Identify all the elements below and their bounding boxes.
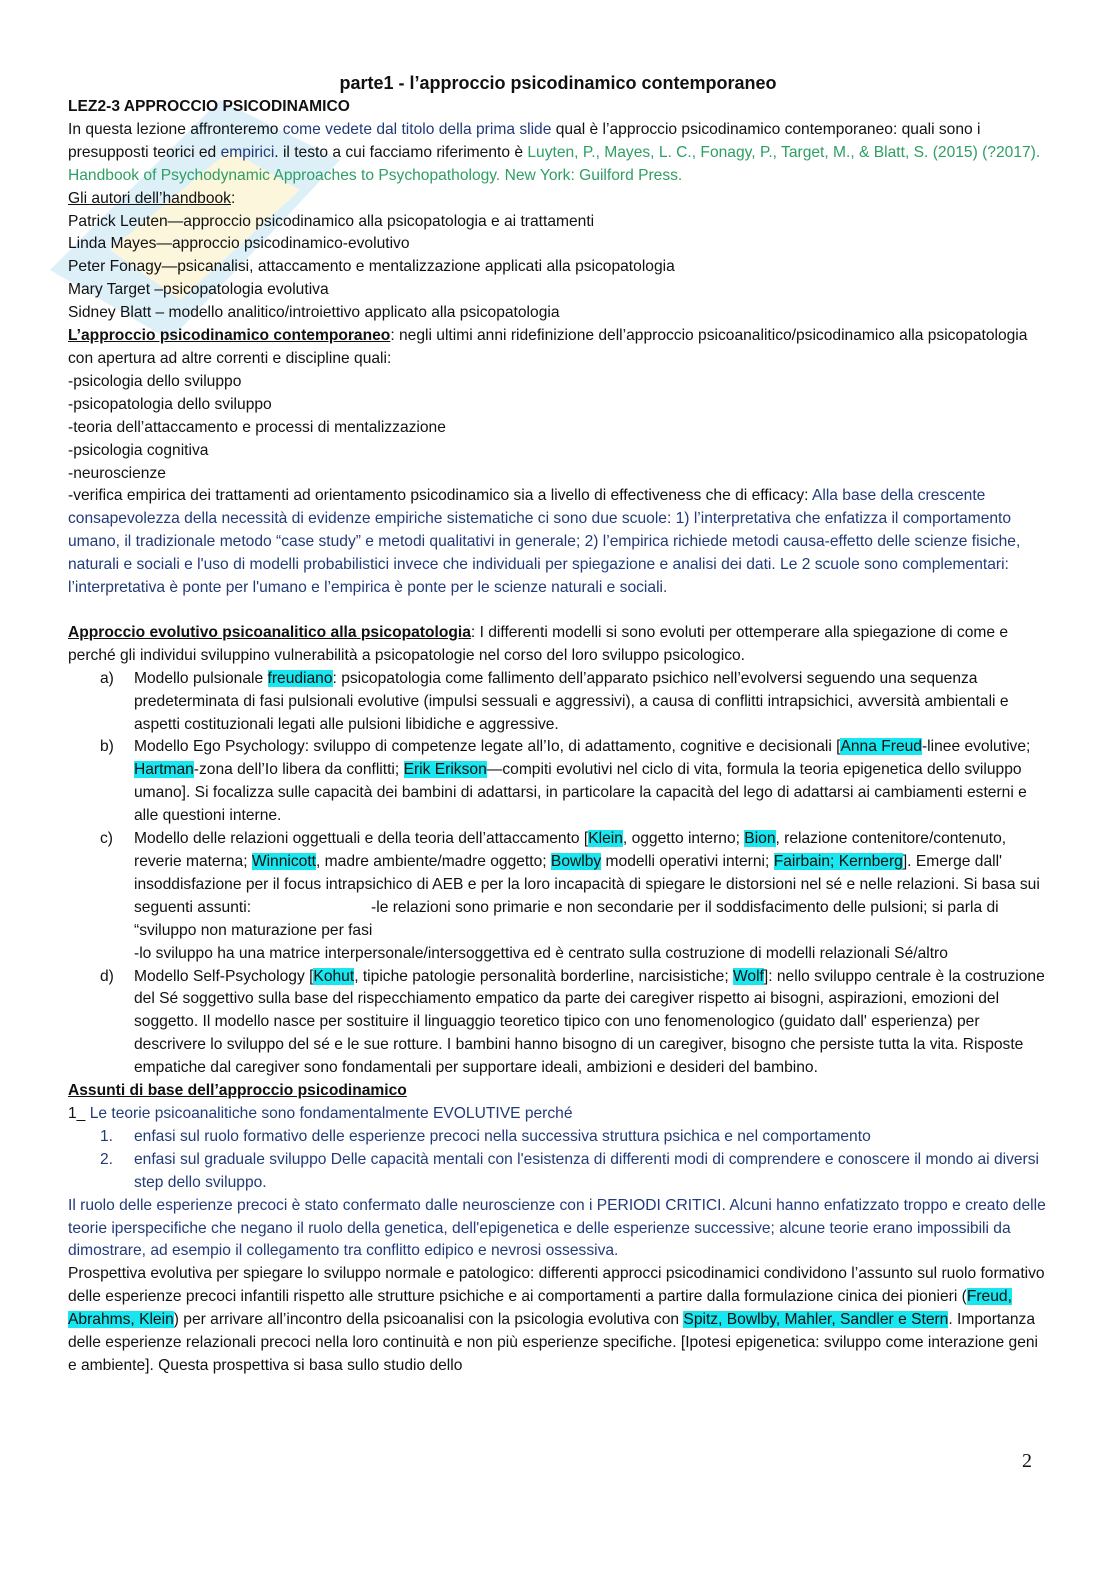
discipline-item: -psicologia dello sviluppo (68, 372, 242, 390)
discipline-item: -teoria dell’attaccamento e processi di mentalizzazione (68, 418, 446, 436)
author-item: Linda Mayes—approccio psicodinamico-evolutivo (68, 235, 410, 253)
page-number: 2 (1022, 1450, 1032, 1472)
reference-citation: Luyten, P., Mayes, L. C., Fonagy, P., Target, M., & Blatt, S. (2015) (?2017). Handbook of Psychodynamic Approaches to Psychopathology. New York: Guilford Press. (68, 143, 1041, 184)
basic-assumption-1: 1_ Le teorie psicoanalitiche sono fondamentalmente EVOLUTIVE perché (68, 1104, 573, 1122)
page-title: parte1 - l’approccio psicodinamico contemporaneo (339, 73, 777, 93)
numbered-item: 2. enfasi sul graduale sviluppo Delle capacità mentali con l'esistenza di differenti modi di comprendere e conoscere il mondo ai diversi step dello sviluppo. (100, 1150, 1040, 1191)
discipline-item: -psicopatologia dello sviluppo (68, 395, 272, 413)
model-item-d: d) Modello Self-Psychology [Kohut, tipiche patologie personalità borderline, narcisistiche; Wolf]: nello sviluppo centrale è la costruzione del Sé soggettivo sulla base del rispecchiamento empatico da parte dei caregiver rispetto ai bisogni, aspirazioni, emozioni del soggetto. Il modello nasce per sostituire il linguaggio teoretico tipico con uno fenomenologico (guidato dall' esperienza) per descrivere lo sviluppo del sé e le sue rotture. I bambini hanno bisogno di un caregiver, bisogno che persiste tutta la vita. Risposte empatiche dal caregiver sono fondamentali per supportare ideali, ambizioni e desideri del bambino. (100, 967, 1045, 1077)
lesson-heading: LEZ2-3 APPROCCIO PSICODINAMICO (68, 98, 350, 115)
discipline-item: -neuroscienze (68, 464, 166, 482)
evolutionary-perspective-paragraph: Prospettiva evolutiva per spiegare lo sviluppo normale e patologico: differenti approcci psicodinamici condividono l’assunto sul ruolo formativo delle esperienze precoci infantili rispetto alle strutture psichiche e ai comportamenti a partire dalla formulazione cinica dei pionieri (Freud, Abrahms, Klein) per arrivare all’incontro della psicoanalisi con la psicologia evolutiva con Spitz, Bowlby, Mahler, Sandler e Stern. Importanza delle esperienze relazionali precoci nella loro continuità e non più esperienze specifiche. [Ipotesi epigenetica: sviluppo come interazione geni e ambiente]. Questa prospettiva si basa sullo studio dello (68, 1265, 1045, 1374)
authors-heading: Gli autori dell’handbook: (68, 189, 236, 207)
basic-assumptions-heading: Assunti di base dell’approccio psicodinamico (68, 1082, 407, 1100)
document-page (68, 70, 1048, 1378)
model-item-b: b) Modello Ego Psychology: sviluppo di competenze legate all’Io, di adattamento, cognitive e decisionali [Anna Freud-linee evolutive; Hartman-zona dell’Io libera da conflitti; Erik Erikson—compiti evolutivi nel ciclo di vita, formula la teoria epigenetica dello sviluppo umano]. Si focalizza sulle capacità dei bambini di adattarsi, in particolare la capacità del lego di adattarsi ai cambiamenti esterni e alle questioni interne. (100, 738, 1031, 825)
author-item: Peter Fonagy—psicanalisi, attaccamento e mentalizzazione applicati alla psicopatologia (68, 258, 675, 276)
evolutionary-paragraph: Approccio evolutivo psicoanalitico alla psicopatologia: I differenti modelli si sono evoluti per ottemperare alla spiegazione di come e perché gli individui sviluppino vulnerabilità a psicopatologie nel corso del loro sviluppo psicologico. (68, 623, 1009, 664)
discipline-item: -psicologia cognitiva (68, 441, 209, 459)
model-item-c: c) Modello delle relazioni oggettuali e della teoria dell’attaccamento [Klein, oggetto interno; Bion, relazione contenitore/contenuto, reverie materna; Winnicott, madre ambiente/madre oggetto; Bowlby modelli operativi interni; Fairbain; Kernberg]. Emerge dall' insoddisfazione per il focus intrapsichico di AEB e per la loro incapacità di spiegare le distorsioni nel sé e nelle relazioni. Si basa sui seguenti assunti: -le relazioni sono primarie e non secondarie per il soddisfacimento delle pulsioni; si parla di “sviluppo non maturazione per fasi -lo sviluppo ha una matrice interpersonale/intersoggettiva ed è centrato sulla costruzione di modelli relazionali Sé/altro (100, 830, 1040, 962)
numbered-item: 1. enfasi sul ruolo formativo delle esperienze precoci nella successiva struttura psichica e nel comportamento (100, 1127, 871, 1145)
contemporary-paragraph: L’approccio psicodinamico contemporaneo: negli ultimi anni ridefinizione dell’approccio psicoanalitico/psicodinamico alla psicopatologia con apertura ad altre correnti e discipline quali: (68, 327, 1028, 367)
discipline-item-empirical: -verifica empirica dei trattamenti ad orientamento psicodinamico sia a livello di effectiveness che di efficacy: Alla base della crescente consapevolezza della necessità di evidenze empiriche sistematiche ci sono due scuole: 1) l’interpretativa che enfatizza il comportamento umano, il tradizionale metodo “case study” e metodi qualitativi in generale; 2) l’empirica richiede metodi causa-effetto delle scienze fisiche, naturali e sociali e l'uso di modelli probabilistici invece che individuali per spiegazione e analisi dei dati. Le 2 scuole sono complementari: l’interpretativa è ponte per l'umano e l’empirica è ponte per le scienze naturali e sociali. (68, 487, 1021, 597)
critical-periods-paragraph: Il ruolo delle esperienze precoci è stato confermato dalle neuroscienze con i PERIODI CRITICI. Alcuni hanno enfatizzato troppo e creato delle teorie iperspecifiche che negano il ruolo della genetica, dell'epigenetica e delle esperienze successive; alcune teorie erano impossibili da dimostrare, ad esempio il collegamento tra conflitto edipico e nevrosi ossessiva. (68, 1196, 1046, 1260)
author-item: Mary Target –psicopatologia evolutiva (68, 281, 329, 299)
model-item-a: a) Modello pulsionale freudiano: psicopatologia come fallimento dell’apparato psichico nell’evolversi seguendo una sequenza predeterminata di fasi pulsionali evolutive (impulsi sessuali e aggressivi), a causa di conflitti intrapsichici, avversità ambientali e aspetti costituzionali legati alle pulsioni libidiche e aggressive. (100, 669, 1009, 733)
intro-paragraph: In questa lezione affronteremo come vedete dal titolo della prima slide qual è l’approccio psicodinamico contemporaneo: quali sono i presupposti teorici ed empirici. il testo a cui facciamo riferimento è Luyten, P., Mayes, L. C., Fonagy, P., Target, M., & Blatt, S. (2015) (?2017). Handbook of Psychodynamic Approaches to Psychopathology. New York: Guilford Press. (68, 120, 1041, 184)
author-item: Sidney Blatt – modello analitico/introiettivo applicato alla psicopatologia (68, 304, 560, 322)
author-item: Patrick Leuten—approccio psicodinamico alla psicopatologia e ai trattamenti (68, 212, 595, 230)
